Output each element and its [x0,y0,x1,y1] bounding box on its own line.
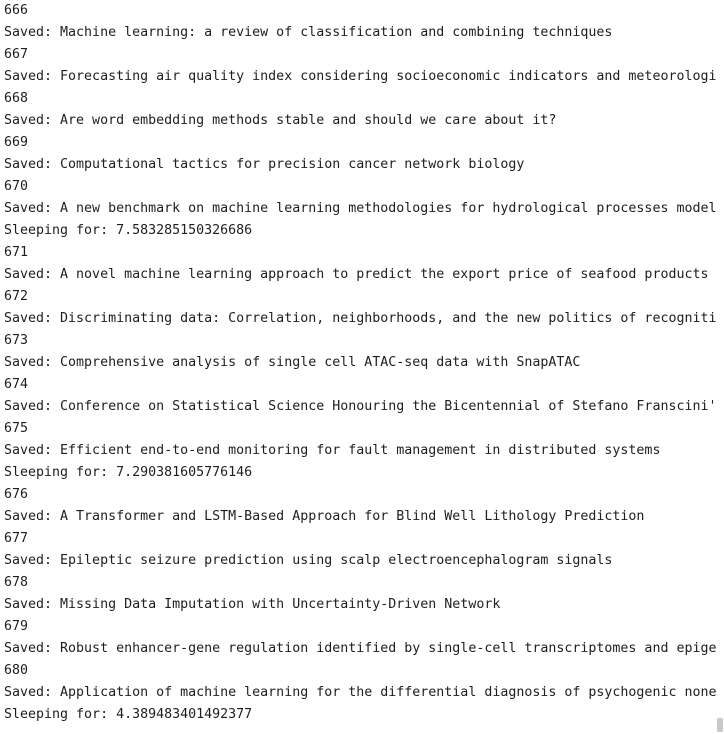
console-line: Saved: Forecasting air quality index considering socioeconomic indicators and meteorologi [4,69,716,84]
console-line: 676 [4,487,29,502]
console-line: Saved: A Transformer and LSTM-Based Approach for Blind Well Lithology Prediction [4,509,645,524]
console-line: 673 [4,333,29,348]
console-line: 672 [4,289,29,304]
console-line: 679 [4,619,29,634]
console-line: 669 [4,135,29,150]
console-line: 674 [4,377,29,392]
vertical-scrollbar[interactable] [716,0,724,734]
console-line: Saved: A novel machine learning approach to predict the export price of seafood products [4,267,709,282]
console-line: Saved: Application of machine learning for the differential diagnosis of psychogenic none [4,685,716,700]
console-line: Saved: Epileptic seizure prediction using scalp electroencephalogram signals [4,553,613,568]
console-line: Sleeping for: 7.583285150326686 [4,223,253,238]
console-line: 670 [4,179,29,194]
console-line: Saved: Robust enhancer-gene regulation identified by single-cell transcriptomes and epige [4,641,716,656]
console-line: Saved: Conference on Statistical Science Honouring the Bicentennial of Stefano Franscini' [4,399,716,414]
console-line: Saved: Comprehensive analysis of single cell ATAC-seq data with SnapATAC [4,355,581,370]
console-line: 668 [4,91,29,106]
console-line: Saved: Missing Data Imputation with Uncertainty-Driven Network [4,597,501,612]
console-line: 675 [4,421,29,436]
scrollbar-thumb[interactable] [717,718,723,732]
console-line: 667 [4,47,29,62]
console-line: Saved: Are word embedding methods stable and should we care about it? [4,113,557,128]
console-line: Saved: Computational tactics for precision cancer network biology [4,157,525,172]
console-line: Saved: A new benchmark on machine learning methodologies for hydrological processes model [4,201,716,216]
console-line: Saved: Efficient end-to-end monitoring for fault management in distributed systems [4,443,661,458]
console-line: Sleeping for: 7.290381605776146 [4,465,253,480]
console-line: Saved: Machine learning: a review of classification and combining techniques [4,25,613,40]
console-line: 671 [4,245,29,260]
console-line: 678 [4,575,29,590]
console-line: Sleeping for: 4.389483401492377 [4,707,253,722]
console-line: 680 [4,663,29,678]
console-lines [4,0,716,726]
console-line: 677 [4,531,29,546]
console-line: 666 [4,3,29,18]
console-line: Saved: Discriminating data: Correlation, neighborhoods, and the new politics of recogniti [4,311,716,326]
